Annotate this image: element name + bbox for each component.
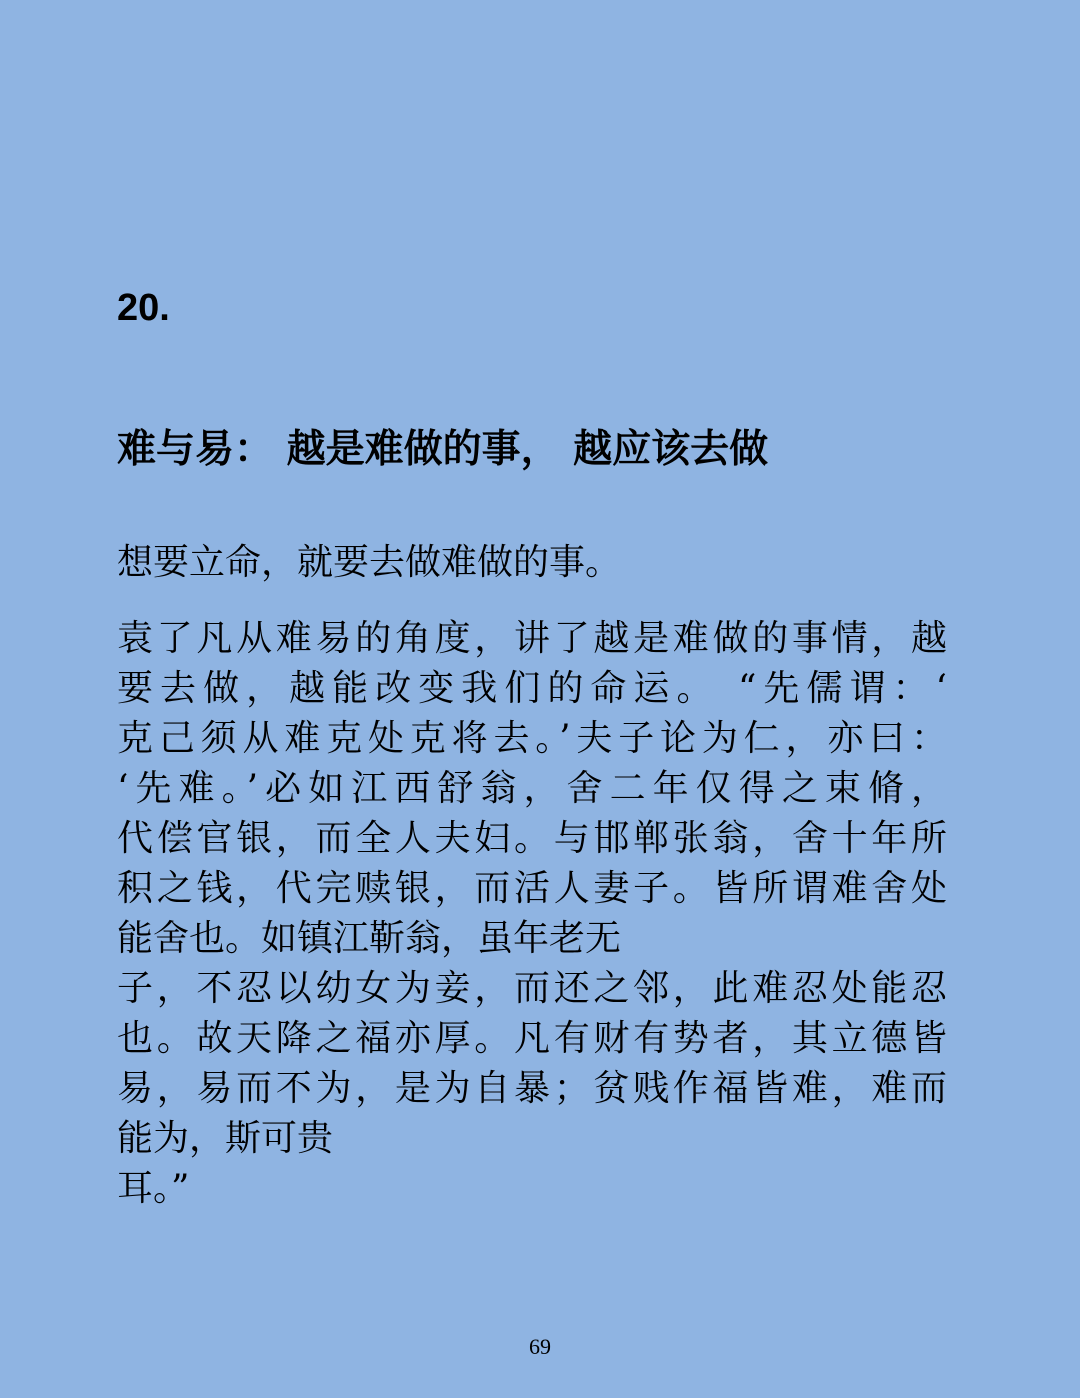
body-line: 耳。”	[117, 1168, 190, 1209]
section-title: 难与易： 越是难做的事， 越应该去做	[117, 427, 769, 472]
body-line: 袁了凡从难易的角度，讲了越是难做的事情，越	[117, 618, 947, 659]
lead-paragraph: 想要立命，就要去做难做的事。	[117, 542, 622, 583]
page-number: 69	[529, 1334, 551, 1359]
body-paragraph	[117, 614, 947, 1214]
body-line: 克己须从难克处克将去。’夫子论为仁，亦曰：	[117, 718, 947, 759]
body-line: 能为，斯可贵	[117, 1118, 334, 1159]
body-line: 要去做，越能改变我们的命运。 “先儒谓：‘	[117, 668, 947, 709]
body-line: 代偿官银，而全人夫妇。与邯郸张翁，舍十年所	[117, 818, 947, 859]
body-line: 子，不忍以幼女为妾，而还之邻，此难忍处能忍	[117, 968, 947, 1009]
section-number: 20.	[117, 287, 170, 329]
body-line: ‘先难。’必如江西舒翁，舍二年仅得之束脩，	[117, 768, 947, 809]
body-line: 积之钱，代完赎银，而活人妻子。皆所谓难舍处	[117, 868, 947, 909]
body-line: 能舍也。如镇江靳翁，虽年老无	[117, 918, 622, 959]
body-line: 易，易而不为，是为自暴；贫贱作福皆难，难而	[117, 1068, 947, 1109]
body-line: 也。故天降之福亦厚。凡有财有势者，其立德皆	[117, 1018, 947, 1059]
